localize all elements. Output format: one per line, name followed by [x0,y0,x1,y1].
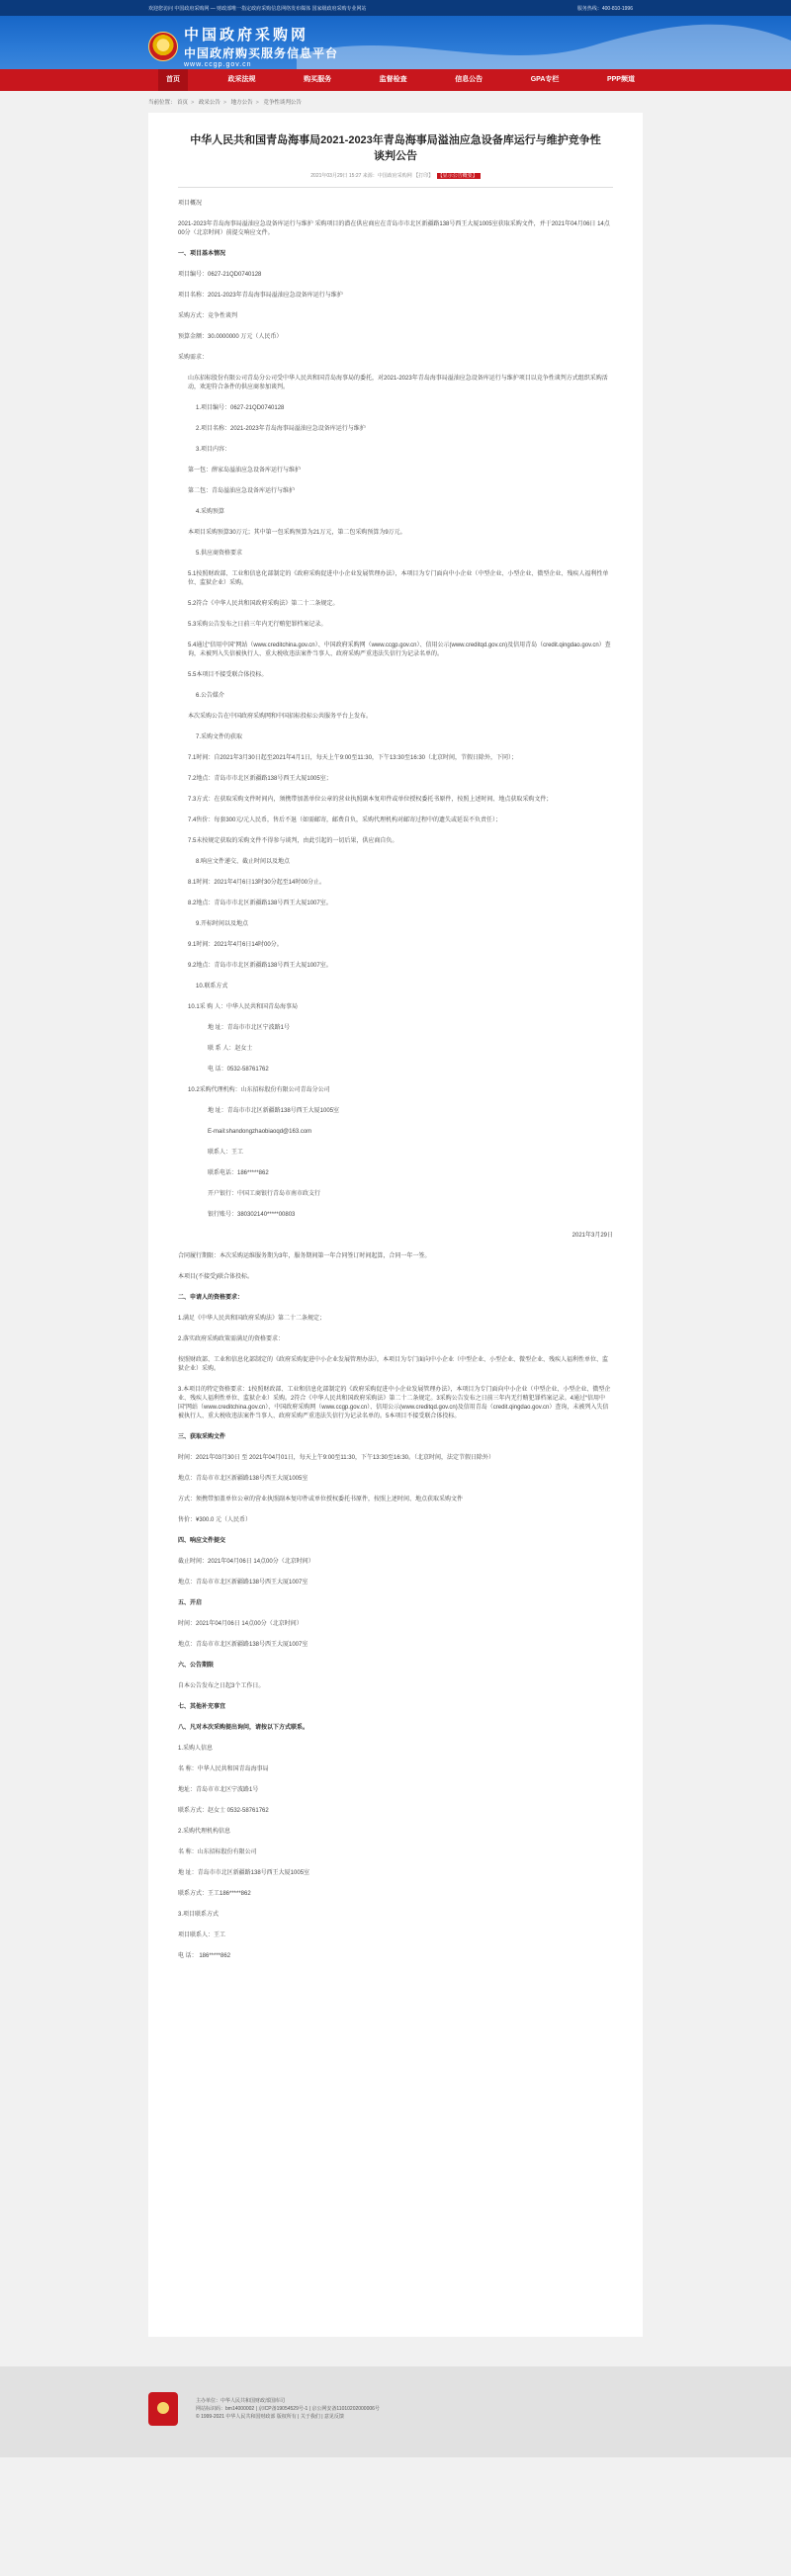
article-paragraph: 地点：青岛市市北区新疆路138号西王大厦1007室 [178,1642,308,1648]
article-paragraph: 自本公告发布之日起3个工作日。 [178,1683,265,1689]
article-paragraph: 名 称：中华人民共和国青岛海事局 [178,1766,269,1772]
article-paragraph: 7.2地点：青岛市市北区新疆路138号西王大厦1005室； [188,776,332,782]
logo-subtitle: 中国政府购买服务信息平台 [184,46,339,60]
article-paragraph: 7.5未按规定获取的采购文件不得参与谈判，由此引起的一切后果，供应商自负。 [188,838,398,844]
article-meta [178,172,613,188]
article-body [178,200,613,1961]
article-paragraph: 售价：¥300.0 元（人民币） [178,1517,252,1523]
article-paragraph: 8.2地点：青岛市市北区新疆路138号西王大厦1007室。 [188,901,332,906]
article-paragraph: 9.1时间：2021年4月6日14时00分。 [188,942,283,948]
article-paragraph: E-mail:shandongzhaobiaoqd@163.com [208,1129,312,1135]
article-paragraph: 5.1按照财政部、工业和信息化部制定的《政府采购促进中小企业发展管理办法》，本项目为专门面向中小企业（中型企业、小型企业、微型企业、残疾人福利性单位、监狱企业）采购。 [188,571,609,586]
site-footer [0,2366,791,2457]
section-heading: 五、开启 [178,1600,203,1606]
article-paragraph: 10.联系方式 [196,984,228,989]
article-paragraph: 5.供应商资格要求 [196,551,243,557]
article-paragraph: 2.落实政府采购政策需满足的资格要求： [178,1336,285,1342]
article-paragraph: 截止时间：2021年04月06日 14点00分（北京时间） [178,1559,314,1565]
nav-item-ppp[interactable]: PPP频道 [606,76,635,83]
article-paragraph: 5.2符合《中华人民共和国政府采购法》第二十二条规定。 [188,601,339,607]
article-paragraph: 地 址：青岛市市北区新疆路138号西王大厦1005室 [178,1870,310,1876]
article-paragraph: 3.项目内容： [196,447,231,453]
article-paragraph: 时间：2021年03月30日 至 2021年04月01日，每天上午9:00至11:30，下午13:30至16:30。（北京时间，法定节假日除外） [178,1455,495,1461]
article-paragraph: 8.1时间：2021年4月6日13时30分起至14时00分止。 [188,880,326,886]
article-paragraph: 项目名称：2021-2023年青岛海事局溢油应急设备库运行与维护 [178,293,343,299]
section-heading: 四、响应文件提交 [178,1538,226,1544]
article-paragraph: 1.采购人信息 [178,1746,214,1752]
article-paragraph: 2021年3月29日 [571,1233,613,1239]
show-summary-button[interactable]: 【显示公告概要】 [437,173,481,179]
article-paragraph: 4.采购预算 [196,509,225,515]
article-paragraph: 本项目采购预算30万元；其中第一包采购预算为21万元，第二包采购预算为9万元。 [188,530,406,536]
site-header [0,16,791,69]
top-info-bar [0,0,791,16]
article-paragraph: 方式：须携带加盖单位公章的营业执照副本复印件或单位授权委托书原件，按照上述时间、地点获取采购文件 [178,1497,464,1503]
article-date-source: 2021年03月29日 15:27 来源：中国政府采购网 【打印】 [310,173,434,179]
article-paragraph: 地 址：青岛市市北区新疆路138号西王大厦1005室 [208,1108,340,1114]
article-paragraph: 联系方式：赵女士 0532-58761762 [178,1808,269,1814]
logo-url: www.ccgp.gov.cn [184,61,252,68]
breadcrumb-prefix: 当前位置： [148,100,176,106]
article-paragraph: 2.采购代理机构信息 [178,1829,231,1835]
article-paragraph: 6.公告媒介 [196,693,225,699]
breadcrumb-current[interactable]: 竞争性谈判公告 [263,100,302,106]
article-paragraph: 预算金额：30.0000000 万元（人民币） [178,334,283,340]
article-paragraph: 电 话：0532-58761762 [208,1067,269,1073]
article-paragraph: 本次采购公告在中国政府采购网和中国招标投标公共服务平台上发布。 [188,714,373,720]
nav-item-regulations[interactable]: 政采法规 [227,76,256,83]
section-heading: 七、其他补充事宜 [178,1704,226,1710]
article-paragraph: 10.2采购代理机构：山东招标股份有限公司青岛分公司 [188,1087,330,1093]
article-paragraph: 采购方式：竞争性谈判 [178,313,238,319]
article-paragraph: 联 系 人：赵女士 [208,1046,253,1052]
header-wave-decoration [297,16,791,69]
nav-item-supervision[interactable]: 监督检查 [379,76,407,83]
article-paragraph: 地点：青岛市市北区新疆路138号西王大厦1007室 [178,1580,308,1586]
article-paragraph: 山东招标股份有限公司青岛分公司受中华人民共和国青岛海事局的委托，对2021-2023年青岛海事局溢油应急设备库运行与维护项目以竞争性谈判方式组织采购活动，欢迎符合条件的供应商参加谈判。 [188,376,608,390]
article-paragraph: 第二包：青岛溢油应急设备库运行与维护 [188,488,296,494]
article-paragraph: 5.4通过“信用中国”网站（www.creditchina.gov.cn）、中国政府采购网（www.ccgp.gov.cn）、信用公示(www.creditqd.gov.cn)及信用青岛（credit.qingdao.gov.cn）查询，未被列入失信被执行人、重大税收违法案件当事人、政府采购严重违法失信行为记录名单的。 [188,643,611,657]
article-paragraph: 8.响应文件递交、截止时间以及地点 [196,859,291,865]
section-heading: 八、凡对本次采购提出询问，请按以下方式联系。 [178,1725,309,1731]
section-heading: 二、申请人的资格要求： [178,1295,244,1301]
breadcrumb-home[interactable]: 首页 [177,100,189,106]
nav-item-purchase-services[interactable]: 购买服务 [304,76,332,83]
section-heading: 三、获取采购文件 [178,1434,226,1440]
party-government-badge-icon[interactable] [148,2392,178,2426]
article-paragraph: 第一包：薛家岛溢油应急设备库运行与维护 [188,468,302,473]
footer-copyright: © 1999-2021 中华人民共和国财政部 版权所有 | 关于我们 | 意见反馈 [196,2414,344,2420]
article-paragraph: 采购需求： [178,355,209,361]
article-paragraph: 3.项目联系方式 [178,1912,220,1918]
breadcrumb-local[interactable]: 地方公告 [230,100,253,106]
breadcrumb-announcements[interactable]: 政采公告 [198,100,220,106]
footer-registration: 网站标识码：bm14000002 | 京ICP备19054529号-1 | 京公网安备11010202000006号 [196,2406,380,2412]
nav-item-announcements[interactable]: 信息公告 [455,76,483,83]
section-heading: 一、项目基本情况 [178,251,226,257]
article-paragraph: 联系电话：186*****862 [208,1170,269,1176]
article-paragraph: 7.采购文件的获取 [196,734,243,740]
article-paragraph: 7.1时间：自2021年3月30日起至2021年4月1日，每天上午9:00至11:30，下午13:30至16:30（北京时间，节假日除外，下同）； [188,755,517,761]
footer-sponsor: 主办单位：中华人民共和国财政部国库司 [196,2398,286,2404]
article-paragraph: 项目概况 [178,201,203,207]
article-paragraph: 开户银行：中国工商银行青岛市南市政支行 [208,1191,321,1197]
article-paragraph: 按照财政部、工业和信息化部制定的《政府采购促进中小企业发展管理办法》，本项目为专门面向中小企业（中型企业、小型企业、微型企业、残疾人福利性单位、监狱企业）采购。 [178,1357,609,1372]
article-paragraph: 7.4售价：每套300元/元人民币，售后不退（如需邮寄，邮费自负，采购代理机构对邮寄过程中的遗失或延误不负责任）； [188,817,502,823]
nav-item-gpa[interactable]: GPA专栏 [530,76,560,83]
article-paragraph: 地 址：青岛市市北区宁波路1号 [208,1025,291,1031]
article-paragraph: 地址：青岛市市北区宁波路1号 [178,1787,259,1793]
national-emblem-icon [148,32,178,61]
article-paragraph: 1.项目编号：0627-21QD0740128 [196,405,285,411]
logo-title: 中国政府采购网 [184,26,309,43]
article-paragraph: 5.5本项目不接受联合体投标。 [188,672,268,678]
nav-item-home[interactable]: 首页 [158,69,188,91]
article-paragraph: 地点：青岛市市北区新疆路138号西王大厦1005室 [178,1476,308,1482]
article-paragraph: 名 称：山东招标股份有限公司 [178,1849,257,1855]
article-paragraph: 联系方式：王工186*****862 [178,1891,251,1897]
article-paragraph: 3.本项目的特定资格要求：1按照财政部、工业和信息化部制定的《政府采购促进中小企业发展管理办法》，本项目为专门面向中小企业（中型企业、小型企业、微型企业、残疾人福利性单位、监狱企业）采购。2符合《中华人民共和国政府采购法》第二十二条规定。3采购公告发布之日前三年内无行贿犯罪档案记录。4通过“信用中国”网站（www.creditchina.gov.cn）、中国政府采购网（www.ccgp.gov.cn）、信用公示(www.creditqd.gov.cn)及信用青岛（credit.qingdao.gov.cn）查询，未被列入失信被执行人、重大税收违法案件当事人、政府采购严重违法失信行为记录名单的。5本项目不接受联合体投标。 [178,1387,611,1419]
page-title: 中华人民共和国青岛海事局2021-2023年青岛海事局溢油应急设备库运行与维护竞争性谈判公告 [190,134,601,162]
article-paragraph: 5.3采购公告发布之日前三年内无行贿犯罪档案记录。 [188,622,327,628]
article-paragraph: 本项目(不接受)联合体投标。 [178,1274,253,1280]
top-welcome-text: 欢迎您访问 中国政府采购网 — 财政部唯一指定政府采购信息网络发布媒体 国家级政府采购专业网站 [148,5,367,12]
article-paragraph: 项目编号：0627-21QD0740128 [178,272,262,278]
article-paragraph: 2.项目名称：2021-2023年青岛海事局溢油应急设备库运行与维护 [196,426,366,432]
article-paragraph: 银行账号：380302140*****00803 [208,1212,296,1218]
section-heading: 六、公告期限 [178,1663,215,1669]
service-hotline: 服务热线：400-810-1996 [576,5,633,12]
main-navigation [0,69,791,91]
site-logo[interactable] [148,24,338,68]
article-paragraph: 项目联系人：王工 [178,1932,226,1938]
article-paragraph: 电 话： 186*****862 [178,1953,231,1959]
article-container [148,113,643,2337]
article-paragraph: 9.2地点：青岛市市北区新疆路138号西王大厦1007室。 [188,963,332,969]
article-paragraph: 联系人：王工 [208,1150,244,1156]
breadcrumb: 当前位置： 首页 > 政采公告 > 地方公告 > 竞争性谈判公告 [148,100,302,106]
article-paragraph: 合同履行期限：本次采购运维服务期为3年，服务期间第一年合同签订时间起算，合同一年一签。 [178,1253,431,1259]
article-paragraph: 9.开标时间以及地点 [196,921,249,927]
article-paragraph: 时间：2021年04月06日 14点00分（北京时间） [178,1621,303,1627]
article-paragraph: 1.满足《中华人民共和国政府采购法》第二十二条规定； [178,1316,326,1322]
article-paragraph: 2021-2023年青岛海事局溢油应急设备库运行与维护 采购项目的潜在供应商应在青岛市市北区新疆路138号西王大厦1005室获取采购文件，并于2021年04月06日 14点00分（北京时间）前提交响应文件。 [178,221,610,236]
article-paragraph: 10.1采 购 人：中华人民共和国青岛海事局 [188,1004,299,1010]
article-paragraph: 7.3方式：在获取采购文件时间内，须携带加盖单位公章的营业执照副本复印件或单位授权委托书原件，按照上述时间、地点获取采购文件； [188,797,553,803]
